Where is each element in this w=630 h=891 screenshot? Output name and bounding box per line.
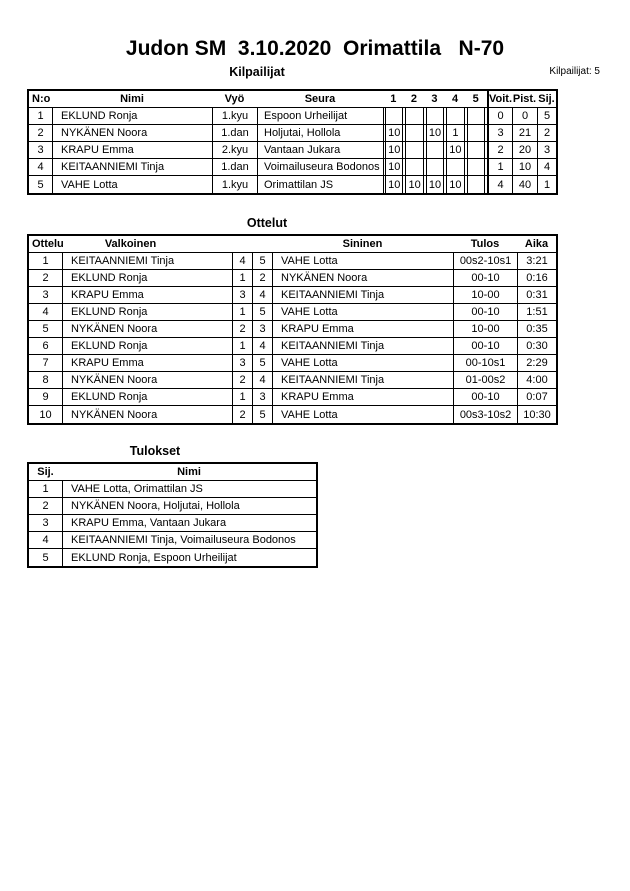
competitor-club: Orimattilan JS: [257, 176, 383, 193]
match-row: [29, 304, 556, 321]
match-blue-name: KRAPU Emma: [272, 389, 453, 405]
round-score-cell: 10: [385, 159, 403, 175]
header-points: Pist.: [512, 93, 537, 105]
header-white: [29, 236, 232, 252]
match-blue-number: 5: [252, 304, 272, 320]
round-score-cell: [405, 108, 423, 124]
header-result: Tulos: [470, 238, 500, 250]
competitor-row: [29, 125, 556, 142]
match-white-number: 1: [232, 389, 252, 405]
round-header: 2: [410, 93, 417, 105]
competitor-number: 5: [37, 178, 44, 191]
competitor-row: [29, 108, 556, 125]
round-score-cell: [467, 176, 485, 193]
round-score-cell: [426, 159, 444, 175]
match-row: [29, 321, 556, 338]
competitor-row: [29, 142, 556, 159]
match-number: 7: [42, 357, 49, 369]
match-white-number: 4: [232, 253, 252, 269]
match-row: [29, 372, 556, 389]
match-blue-name: KEITAANNIEMI Tinja: [272, 338, 453, 354]
competitor-wins: 3: [487, 125, 512, 141]
header-wins: Voit.: [489, 93, 513, 105]
header-result-name: Nimi: [177, 466, 201, 478]
competitor-row: [29, 176, 556, 193]
match-result: 00s3-10s2: [453, 406, 517, 423]
result-place: 3: [42, 517, 49, 529]
header-club: Seura: [304, 93, 336, 105]
result-row: [29, 498, 316, 515]
header-blue-number: [252, 236, 272, 252]
competitor-points: 40: [512, 176, 537, 193]
match-white-name: EKLUND Ronja: [62, 304, 232, 320]
match-number: 6: [42, 340, 49, 352]
competitor-place: 5: [537, 108, 556, 124]
match-time: 2:29: [517, 355, 556, 371]
result-place: 1: [42, 483, 49, 495]
round-score-cell: 10: [426, 176, 444, 193]
round-score-cell: [426, 142, 444, 158]
results-table-body: [29, 481, 316, 566]
competitor-points: 21: [512, 125, 537, 141]
match-white-name: EKLUND Ronja: [62, 338, 232, 354]
match-number: 9: [42, 391, 49, 403]
header-match: Ottelu: [32, 238, 64, 250]
competitor-club: Vantaan Jukara: [257, 142, 383, 158]
round-score-cell: [467, 159, 485, 175]
competitors-table-body: [29, 108, 556, 193]
round-score-cell: [405, 159, 423, 175]
result-row: [29, 532, 316, 549]
match-blue-name: VAHE Lotta: [272, 406, 453, 423]
header-time: Aika: [524, 238, 549, 250]
result-row: [29, 515, 316, 532]
competitor-points: 10: [512, 159, 537, 175]
competitor-wins: 2: [487, 142, 512, 158]
match-white-number: 3: [232, 287, 252, 303]
match-white-name: KRAPU Emma: [62, 355, 232, 371]
round-score-cell: [405, 142, 423, 158]
match-white-name: NYKÄNEN Noora: [62, 372, 232, 388]
competitor-belt: 1.kyu: [212, 108, 257, 124]
round-header: 3: [431, 93, 438, 105]
competitors-count: Kilpailijat: 5: [549, 66, 600, 77]
match-white-name: KRAPU Emma: [62, 287, 232, 303]
match-time: 4:00: [517, 372, 556, 388]
competitor-wins: 0: [487, 108, 512, 124]
competitor-place: 3: [537, 142, 556, 158]
match-blue-name: VAHE Lotta: [272, 253, 453, 269]
competitor-number: 1: [37, 110, 44, 122]
competitors-table: [27, 89, 558, 195]
page-title: Judon SM 3.10.2020 Orimattila N-70: [125, 37, 505, 60]
competitor-place: 1: [537, 176, 556, 193]
result-name: EKLUND Ronja, Espoon Urheilijat: [62, 549, 316, 566]
match-white-name: EKLUND Ronja: [62, 389, 232, 405]
match-time: 0:31: [517, 287, 556, 303]
competitor-belt: 2.kyu: [212, 142, 257, 158]
round-score-cell: [385, 108, 403, 124]
match-result: 10-00: [453, 287, 517, 303]
match-result: 00-10: [453, 270, 517, 286]
competitor-belt: 1.dan: [212, 125, 257, 141]
match-row: [29, 338, 556, 355]
match-time: 0:07: [517, 389, 556, 405]
match-row: [29, 406, 556, 423]
match-time: 0:16: [517, 270, 556, 286]
match-blue-number: 3: [252, 321, 272, 337]
match-result: 10-00: [453, 321, 517, 337]
competitor-points: 20: [512, 142, 537, 158]
competitor-place: 4: [537, 159, 556, 175]
round-score-cell: 10: [385, 142, 403, 158]
match-blue-number: 4: [252, 338, 272, 354]
header-result-place: Sij.: [37, 466, 54, 478]
match-white-number: 3: [232, 355, 252, 371]
competitor-number: 2: [37, 127, 44, 139]
match-time: 1:51: [517, 304, 556, 320]
match-row: [29, 287, 556, 304]
header-white-number: [232, 236, 252, 252]
competitor-name: EKLUND Ronja: [52, 108, 212, 124]
match-time: 0:30: [517, 338, 556, 354]
match-result: 00-10: [453, 304, 517, 320]
header-rounds: [383, 91, 487, 107]
matches-table-body: [29, 253, 556, 423]
competitor-name: NYKÄNEN Noora: [52, 125, 212, 141]
match-blue-number: 5: [252, 355, 272, 371]
competitor-club: Espoon Urheilijat: [257, 108, 383, 124]
matches-table: [27, 234, 558, 425]
result-row: [29, 481, 316, 498]
match-blue-number: 5: [252, 253, 272, 269]
matches-section-title: Ottelut: [246, 216, 288, 230]
header-white-label: Valkoinen: [104, 238, 157, 250]
match-white-number: 2: [232, 372, 252, 388]
result-row: [29, 549, 316, 566]
match-result: 00-10: [453, 338, 517, 354]
competitor-belt: 1.kyu: [212, 176, 257, 193]
match-time: 0:35: [517, 321, 556, 337]
match-blue-name: VAHE Lotta: [272, 355, 453, 371]
match-blue-number: 5: [252, 406, 272, 423]
competitor-row: [29, 159, 556, 176]
result-name: KRAPU Emma, Vantaan Jukara: [62, 515, 316, 531]
competitor-place: 2: [537, 125, 556, 141]
competitor-wins: 4: [487, 176, 512, 193]
round-header: 1: [390, 93, 397, 105]
round-score-cell: 10: [385, 125, 403, 141]
match-blue-name: KRAPU Emma: [272, 321, 453, 337]
match-white-number: 2: [232, 406, 252, 423]
match-number: 10: [39, 408, 52, 421]
match-row: [29, 253, 556, 270]
competitor-wins: 1: [487, 159, 512, 175]
round-score-cell: 10: [426, 125, 444, 141]
match-time: 3:21: [517, 253, 556, 269]
round-score-cell: 1: [446, 125, 464, 141]
match-time: 10:30: [517, 406, 556, 423]
match-white-number: 1: [232, 338, 252, 354]
match-number: 1: [42, 255, 49, 267]
match-result: 00-10s1: [453, 355, 517, 371]
competitor-number: 3: [37, 144, 44, 156]
competitors-header-row: [29, 91, 556, 108]
round-score-cell: [446, 108, 464, 124]
match-blue-name: VAHE Lotta: [272, 304, 453, 320]
match-number: 2: [42, 272, 49, 284]
results-table: [27, 462, 318, 568]
competitor-club: Voimailuseura Bodonos: [257, 159, 383, 175]
match-blue-number: 4: [252, 287, 272, 303]
round-header: 4: [452, 93, 459, 105]
match-blue-number: 3: [252, 389, 272, 405]
round-score-cell: 10: [446, 142, 464, 158]
competitor-name: KRAPU Emma: [52, 142, 212, 158]
round-score-cell: 10: [405, 176, 423, 193]
result-name: NYKÄNEN Noora, Holjutai, Hollola: [62, 498, 316, 514]
match-white-name: NYKÄNEN Noora: [62, 406, 232, 423]
match-white-name: NYKÄNEN Noora: [62, 321, 232, 337]
match-row: [29, 389, 556, 406]
round-score-cell: [467, 108, 485, 124]
match-white-number: 2: [232, 321, 252, 337]
match-number: 5: [42, 323, 49, 335]
match-white-number: 1: [232, 270, 252, 286]
match-result: 00s2-10s1: [453, 253, 517, 269]
competitors-section-title: Kilpailijat: [229, 65, 285, 79]
header-belt: Vyö: [224, 93, 245, 105]
match-blue-number: 4: [252, 372, 272, 388]
competitor-club: Holjutai, Hollola: [257, 125, 383, 141]
header-blue: Sininen: [342, 238, 383, 250]
competitor-name: VAHE Lotta: [52, 176, 212, 193]
match-number: 4: [42, 306, 49, 318]
round-score-cell: 10: [446, 176, 464, 193]
match-blue-number: 2: [252, 270, 272, 286]
results-header-row: [29, 464, 316, 481]
match-blue-name: KEITAANNIEMI Tinja: [272, 287, 453, 303]
competitor-number: 4: [37, 161, 44, 173]
header-name: Nimi: [120, 93, 144, 105]
match-row: [29, 270, 556, 287]
round-score-cell: [426, 108, 444, 124]
result-place: 5: [42, 551, 49, 564]
competitor-round-scores: [383, 142, 487, 158]
match-result: 01-00s2: [453, 372, 517, 388]
competitor-round-scores: [383, 159, 487, 175]
competitor-round-scores: [383, 125, 487, 141]
results-section-title: Tulokset: [129, 444, 181, 458]
result-place: 2: [42, 500, 49, 512]
match-blue-name: KEITAANNIEMI Tinja: [272, 372, 453, 388]
match-row: [29, 355, 556, 372]
match-white-number: 1: [232, 304, 252, 320]
match-result: 00-10: [453, 389, 517, 405]
round-score-cell: [405, 125, 423, 141]
match-white-name: KEITAANNIEMI Tinja: [62, 253, 232, 269]
round-score-cell: [467, 142, 485, 158]
round-score-cell: [446, 159, 464, 175]
competitor-round-scores: [383, 176, 487, 193]
round-score-cell: 10: [385, 176, 403, 193]
result-name: KEITAANNIEMI Tinja, Voimailuseura Bodonos: [62, 532, 316, 548]
matches-header-row: [29, 236, 556, 253]
match-blue-name: NYKÄNEN Noora: [272, 270, 453, 286]
result-name: VAHE Lotta, Orimattilan JS: [62, 481, 316, 497]
match-number: 8: [42, 374, 49, 386]
competitor-round-scores: [383, 108, 487, 124]
match-number: 3: [42, 289, 49, 301]
result-place: 4: [42, 534, 49, 546]
round-score-cell: [467, 125, 485, 141]
match-white-name: EKLUND Ronja: [62, 270, 232, 286]
competitor-points: 0: [512, 108, 537, 124]
header-place: Sij.: [538, 93, 555, 105]
round-header: 5: [472, 93, 479, 105]
competitor-belt: 1.dan: [212, 159, 257, 175]
header-no: N:o: [32, 93, 51, 105]
competitor-name: KEITAANNIEMI Tinja: [52, 159, 212, 175]
